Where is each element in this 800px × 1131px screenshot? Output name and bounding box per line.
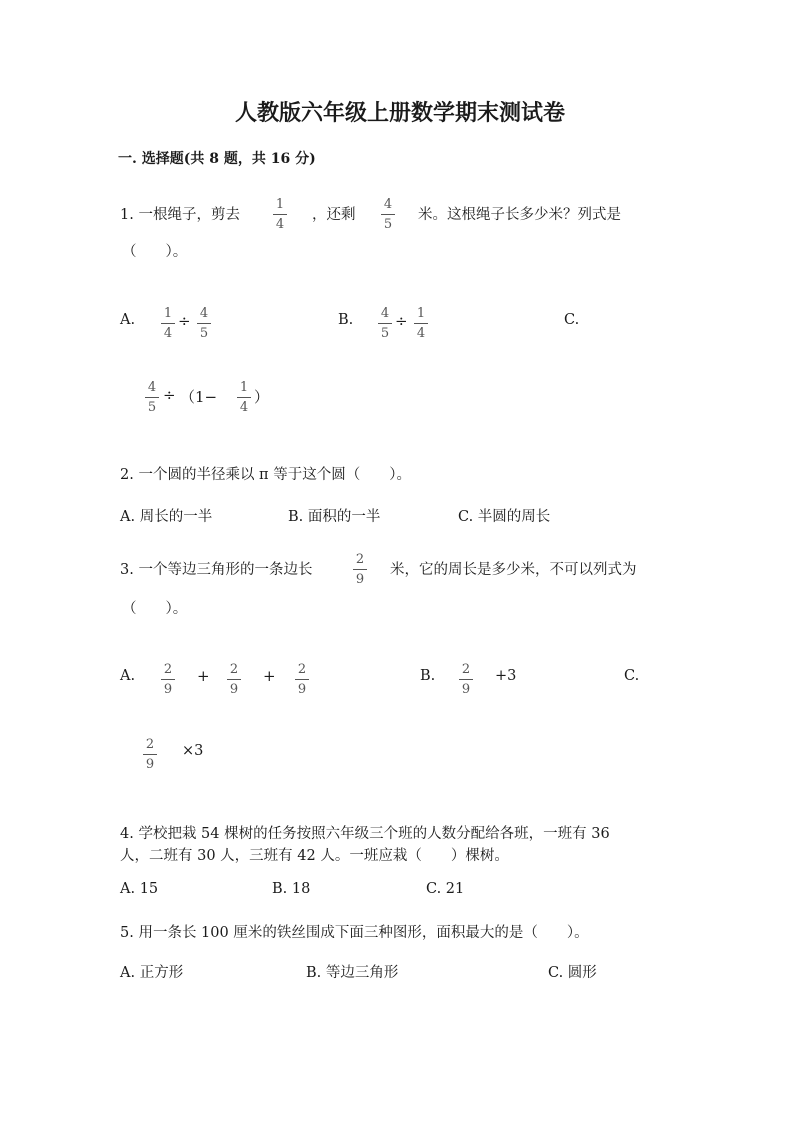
- q1-c-paren-close: ）: [254, 388, 270, 406]
- q4-option-c: C. 21: [426, 881, 465, 897]
- q1-a-fraction-2: 4 5: [194, 307, 214, 340]
- q5-option-a: A. 正方形: [120, 965, 184, 981]
- q3-b-fraction: 2 9: [456, 663, 476, 696]
- q3-blank: （ ）。: [122, 601, 188, 617]
- q1-option-a-label: A.: [120, 312, 136, 328]
- q1-option-b-label: B.: [338, 312, 354, 328]
- q2-text: 2. 一个圆的半径乘以 π 等于这个圆（ ）。: [120, 467, 411, 483]
- q5-option-c: C. 圆形: [548, 965, 597, 981]
- q3-option-b-label: B.: [420, 668, 436, 684]
- q1-fraction-cut: 1 4: [270, 198, 290, 231]
- q4-text-line-1: 4. 学校把栽 54 棵树的任务按照六年级三个班的人数分配给各班，一班有 36: [120, 826, 610, 842]
- q1-text-start: 1. 一根绳子，剪去: [120, 207, 240, 223]
- q3-a-fraction-3: 2 9: [292, 663, 312, 696]
- q1-a-fraction-1: 1 4: [158, 307, 178, 340]
- q5-text: 5. 用一条长 100 厘米的铁丝围成下面三种图形，面积最大的是（ ）。: [120, 925, 589, 941]
- q3-option-a-label: A.: [120, 668, 136, 684]
- q1-c-divide: ÷: [163, 386, 176, 404]
- q2-option-a: A. 周长的一半: [120, 509, 213, 525]
- q2-option-c: C. 半圆的周长: [458, 509, 551, 525]
- q1-blank: （ ）。: [122, 244, 188, 260]
- q1-c-fraction-1: 4 5: [142, 381, 162, 414]
- q3-c-times-3: ×3: [182, 743, 204, 759]
- q3-option-c-label: C.: [624, 668, 640, 684]
- q3-a-plus-2: +: [263, 667, 276, 685]
- q3-b-plus-3: +3: [495, 668, 517, 684]
- q4-text-line-2: 人，二班有 30 人，三班有 42 人。一班应栽（ ）棵树。: [120, 848, 509, 864]
- q5-option-b: B. 等边三角形: [306, 965, 399, 981]
- q1-a-divide: ÷: [178, 312, 191, 330]
- q1-c-fraction-2: 1 4: [234, 381, 254, 414]
- q1-fraction-remain: 4 5: [378, 198, 398, 231]
- q1-text-remain: ，还剩: [312, 207, 356, 223]
- q1-b-fraction-1: 4 5: [375, 307, 395, 340]
- q4-option-b: B. 18: [272, 881, 311, 897]
- q1-option-c-label: C.: [564, 312, 580, 328]
- q4-option-a: A. 15: [120, 881, 159, 897]
- q1-c-paren-open: （1−: [180, 388, 218, 406]
- q3-text-end: 米，它的周长是多少米，不可以列式为: [390, 562, 637, 578]
- section-heading: 一. 选择题(共 8 题，共 16 分): [118, 151, 316, 167]
- q3-text-start: 3. 一个等边三角形的一条边长: [120, 562, 313, 578]
- q3-a-plus-1: +: [197, 667, 210, 685]
- q1-b-fraction-2: 1 4: [411, 307, 431, 340]
- q3-a-fraction-2: 2 9: [224, 663, 244, 696]
- q2-option-b: B. 面积的一半: [288, 509, 381, 525]
- q3-a-fraction-1: 2 9: [158, 663, 178, 696]
- q3-fraction-side: 2 9: [350, 553, 370, 586]
- q3-c-fraction: 2 9: [140, 738, 160, 771]
- q1-b-divide: ÷: [395, 312, 408, 330]
- page-title: 人教版六年级上册数学期末测试卷: [234, 100, 565, 126]
- q1-text-end: 米。这根绳子长多少米？列式是: [418, 207, 621, 223]
